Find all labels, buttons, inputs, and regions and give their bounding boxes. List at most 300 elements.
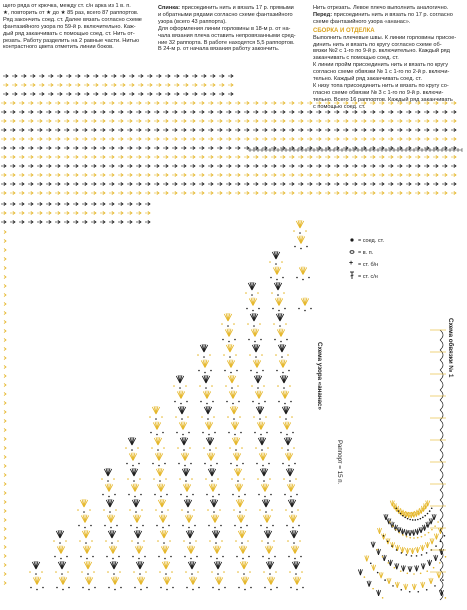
chain-arc [440,450,443,460]
chain-stitch [197,354,199,356]
chain-stitch [426,589,428,591]
stitch-symbols [1,74,462,600]
chain-stitch [187,511,189,513]
chain-stitch [138,558,140,560]
chain-stitch [199,385,201,387]
chain-stitch [273,540,275,542]
chain-stitch [206,494,208,496]
chain-stitch [376,549,378,551]
chain-stitch [409,537,411,539]
chain-stitch [247,323,249,325]
chain-stitch [250,587,252,589]
chain-stitch [269,261,271,263]
chain-stitch [204,463,206,465]
chain-stitch [282,372,284,374]
chain-stitch [91,540,93,542]
chain-stitch [297,509,299,511]
chain-arc [440,390,443,400]
chain-stitch [406,536,408,538]
chain-stitch [161,511,163,513]
chain-stitch [289,480,291,482]
chain-stitch [219,509,221,511]
chain-stitch [213,511,215,513]
chain-stitch [118,556,120,558]
chain-arc [440,480,443,490]
chain-stitch [286,434,288,436]
pineapple-chart-title: Схема узора «ананас» [316,342,323,410]
chain-stitch [387,562,389,564]
chain-stitch [232,494,234,496]
chain-stitch [234,434,236,436]
chain-stitch [183,540,185,542]
arrow-stitch [4,348,6,351]
chain-stitch [270,277,272,279]
text-line: Нить отрезать. Левое плечо выполнить аналогично. [313,5,449,11]
chain-stitch [383,535,385,537]
text-line: чала вязания плеча оставить непровязанными сред- [158,32,296,39]
chain-stitch [424,515,426,517]
chain-stitch [293,447,295,449]
chain-stitch [279,416,281,418]
chain-stitch [227,325,229,327]
text-line: с помощью соед. ст. [313,103,366,110]
chain-stitch [253,416,255,418]
text-line: дый ряд заканчивать с помощью соед. ст. Нить от- [3,30,135,37]
chain-stitch [244,494,246,496]
chain-stitch [281,261,283,263]
text-line: и обратными рядами согласно схеме фантазийного [158,11,293,18]
arrow-stitch [4,501,6,504]
chain-stitch [278,310,280,312]
arrow-stitch [4,312,6,315]
chain-stitch [288,465,290,467]
chain-stitch [281,356,283,358]
chain-stitch [223,354,225,356]
chain-stitch [263,571,265,573]
diagram-legend [349,238,384,280]
chain-stitch [293,230,295,232]
chain-stitch [107,571,109,573]
chain-stitch [407,572,409,574]
chain-stitch [117,540,119,542]
chain-stitch [229,447,231,449]
chain-stitch [208,434,210,436]
chain-stitch [276,587,278,589]
chain-stitch [245,509,247,511]
chain-stitch [439,562,441,564]
chain-stitch [266,527,268,529]
chain-stitch [152,463,154,465]
chain-stitch [292,527,294,529]
chain-stitch [62,589,64,591]
chain-stitch [290,401,292,403]
chain-stitch [194,525,196,527]
chain-stitch [174,401,176,403]
chain-stitch [161,416,163,418]
text-line: согласно схеме обвязки № 1 с 1-го по 2-й р. включи- [313,69,450,76]
chain-stitch [294,558,296,560]
chain-stitch [277,294,279,296]
chain-stitch [246,308,248,310]
chain-stitch [281,447,283,449]
chain-stitch [131,540,133,542]
text-line: резать. Работу разделить на 2 равные части. Нитью [3,37,140,44]
chain-stitch [79,540,81,542]
chain-stitch [262,370,264,372]
chain-stitch [168,525,170,527]
chain-stitch [267,447,269,449]
chain-stitch [133,571,135,573]
chain-stitch [291,416,293,418]
chain-stitch [211,480,213,482]
text-line: К низу топа присоединить нить и вязать по кругу со- [313,82,449,89]
chain-stitch [237,480,239,482]
chain-stitch [427,513,429,515]
text-line: Выполнить плечевые швы. К линии горловины присое- [313,34,457,41]
chain-stitch [258,494,260,496]
chain-stitch [421,554,423,556]
chain-stitch [283,292,285,294]
chain-arc [440,430,443,440]
chain-stitch [190,463,192,465]
chain-stitch [166,589,168,591]
chain-stitch [188,527,190,529]
chain-stitch [229,356,231,358]
chain-stitch [183,449,185,451]
chain-stitch [235,540,237,542]
chain-stitch [207,418,209,420]
arrow-stitch [4,420,6,423]
arrow-stitch [4,492,6,495]
chain-stitch [126,463,128,465]
arrow-stitch [4,375,6,378]
label-front: Перед: [313,11,333,18]
chain-stitch [426,570,428,572]
chain-stitch [228,341,230,343]
arrow-stitch [4,411,6,414]
chain-stitch [149,416,151,418]
chain-stitch [258,308,260,310]
chain-stitch [241,542,243,544]
chain-stitch [255,447,257,449]
chain-stitch [251,385,253,387]
chain-stitch [144,556,146,558]
chain-stitch [207,509,209,511]
chain-stitch [377,572,379,574]
chain-stitch [431,507,433,509]
arrow-stitch [4,474,6,477]
arrow-stitch [4,456,6,459]
chain-stitch [113,478,115,480]
chain-stitch [197,571,199,573]
chain-stitch [259,509,261,511]
chain-arc [440,350,443,360]
arrow-stitch [4,294,6,297]
text-line: ние 32 раппорта. В работе находятся 5,5 раппортов. [158,39,295,46]
chain-stitch [119,571,121,573]
chain-stitch [416,555,418,557]
chain-stitch [212,401,214,403]
chain-stitch [222,556,224,558]
chain-stitch [78,525,80,527]
chain-stitch [296,494,298,496]
arrow-stitch [4,447,6,450]
chain-stitch [275,263,277,265]
chain-stitch [241,447,243,449]
chain-stitch [224,370,226,372]
arrow-stitch [4,366,6,369]
chain-stitch [424,534,426,536]
chain-stitch [125,447,127,449]
chain-stitch [285,323,287,325]
chain-stitch [181,509,183,511]
chain-stitch [209,449,211,451]
arrow-stitch [4,267,6,270]
chain-stitch [192,494,194,496]
chain-stitch [414,519,416,521]
chain-stitch [400,513,402,515]
chain-stitch [298,525,300,527]
chain-stitch [56,587,58,589]
chain-stitch [296,277,298,279]
chain-stitch [139,573,141,575]
chain-stitch [154,494,156,496]
chain-stitch [191,573,193,575]
chain-stitch [421,536,423,538]
chain-stitch [306,246,308,248]
chain-stitch [77,509,79,511]
chain-stitch [246,525,248,527]
chain-stitch [192,589,194,591]
chain-stitch [250,370,252,372]
chain-stitch [90,525,92,527]
chain-stitch [282,463,284,465]
chain-stitch [186,401,188,403]
chain-stitch [158,465,160,467]
chain-stitch [270,494,272,496]
chain-stitch [218,589,220,591]
chain-stitch [409,591,411,593]
chain-stitch [295,573,297,575]
text-line: вязки №2 с 1-го по 9-й р. включительно. Каждый ряд [313,48,450,55]
chain-stitch [166,494,168,496]
chain-stitch [202,432,204,434]
chain-stitch [113,573,115,575]
chain-stitch [268,463,270,465]
arrow-stitch [4,483,6,486]
chain-stitch [280,432,282,434]
chain-stitch [294,246,296,248]
chain-stitch [249,354,251,356]
chain-stitch [395,529,397,531]
text-line: присоединить нить и вязать по 17 р. согласно [332,11,453,18]
chain-stitch [173,385,175,387]
chain-stitch [105,540,107,542]
chain-stitch [291,511,293,513]
chain-stitch [151,447,153,449]
chain-stitch [60,558,62,560]
chain-stitch [137,447,139,449]
chain-arc [440,420,443,430]
arrow-stitch [4,429,6,432]
chain-stitch [210,556,212,558]
chain-stitch [300,556,302,558]
arrow-stitch [4,438,6,441]
text-line: динить нить и вязать по кругу согласно схеме об- [313,41,442,48]
chain-stitch [109,511,111,513]
arrow-stitch [4,465,6,468]
chain-stitch [251,294,253,296]
chain-stitch [233,509,235,511]
chain-stitch [108,496,110,498]
text-line: В 24-м р. от начала вязания работу закончить. [158,46,280,53]
chain-stitch [42,587,44,589]
chain-stitch [282,277,284,279]
chain-stitch [181,418,183,420]
text-line: тельно. Всего 16 раппортов. Каждый ряд заканчивать [313,96,453,103]
chain-stitch [429,510,431,512]
chain-stitch [257,292,259,294]
chain-stitch [141,509,143,511]
chain-arc [440,380,443,390]
chain-stitch [260,525,262,527]
chain-stitch [157,540,159,542]
chain-stitch [231,387,233,389]
chain-stitch [65,540,67,542]
chain-stitch [271,292,273,294]
chain-stitch [364,576,366,578]
chain-stitch [413,537,415,539]
chain-stitch [261,354,263,356]
chain-stitch [81,571,83,573]
single-crochet-symbol: + [349,260,354,267]
arrow-stitch [4,357,6,360]
chain-stitch [286,339,288,341]
chain-stitch [137,542,139,544]
chain-stitch [134,496,136,498]
chain-stitch [243,573,245,575]
chain-stitch [409,519,411,521]
chain-stitch [260,339,262,341]
chain-stitch [116,525,118,527]
chain-stitch [304,310,306,312]
chain-stitch [417,519,419,521]
chain-stitch [262,556,264,558]
chain-stitch [392,525,394,527]
chain-stitch [294,463,296,465]
chain-stitch [165,573,167,575]
chain-stitch [284,403,286,405]
chain-stitch [138,463,140,465]
chain-stitch [275,571,277,573]
arrow-stitch [4,546,6,549]
label-back: Спинка: [158,5,181,11]
chain-stitch [140,589,142,591]
chain-stitch [263,385,265,387]
arrow-stitch [4,249,6,252]
chain-stitch [259,323,261,325]
chain-stitch [94,587,96,589]
arrow-stitch [4,384,6,387]
chain-arc [440,410,443,420]
chain-stitch [163,447,165,449]
chain-stitch [114,494,116,496]
chain-stitch [170,556,172,558]
chain-stitch [221,540,223,542]
legend-double-crochet: = ст. с/н [358,274,378,280]
chain-stitch [237,385,239,387]
chain-stitch [217,573,219,575]
chain-stitch [290,496,292,498]
chain-stitch [264,401,266,403]
chain-stitch [308,277,310,279]
chain-stitch [283,387,285,389]
chain-stitch [203,447,205,449]
chain-arc [440,400,443,410]
chain-stitch [236,465,238,467]
chain-stitch [239,511,241,513]
chain-stitch [442,579,444,581]
chain-stitch [270,589,272,591]
chain-stitch [54,556,56,558]
chain-stitch [284,308,286,310]
chain-stitch [205,478,207,480]
chain-arc [440,580,443,590]
chain-stitch [288,556,290,558]
chain-stitch [41,571,43,573]
chain-stitch [214,432,216,434]
chain-stitch [422,517,424,519]
chain-stitch [114,589,116,591]
arrow-stitch [4,528,6,531]
chain-arc [440,510,443,520]
chain-stitch [224,587,226,589]
chain-stitch [240,527,242,529]
chain-stitch [156,525,158,527]
chain-stitch [211,385,213,387]
text-line: Для оформления линии горловины в 18-м р. от на- [158,25,291,32]
chain-stitch [184,556,186,558]
arrow-stitch [4,276,6,279]
chain-stitch [187,416,189,418]
chain-stitch [305,230,307,232]
chain-stitch [213,416,215,418]
double-crochet-symbol-bar [351,275,354,276]
chain-stitch [180,403,182,405]
chain-stitch [155,509,157,511]
legend-single-crochet: = ст. б/н [358,262,379,268]
chain-stitch [272,525,274,527]
arrow-stitch [4,240,6,243]
chain-stitch [234,339,236,341]
chain-stitch [239,416,241,418]
chain-stitch [61,573,63,575]
chain-stitch [175,416,177,418]
chain-stitch [264,587,266,589]
chain-stitch [299,540,301,542]
arrow-stitch [4,555,6,558]
chain-stitch [103,509,105,511]
chain-stitch [82,587,84,589]
chain-stitch [130,525,132,527]
chain-stitch [85,542,87,544]
chain-stitch [132,465,134,467]
chain-stitch [177,447,179,449]
text-line: заканчивать с помощью соед. ст. [313,55,399,62]
chain-stitch [59,542,61,544]
chain-stitch [146,587,148,589]
chain-stitch [215,447,217,449]
